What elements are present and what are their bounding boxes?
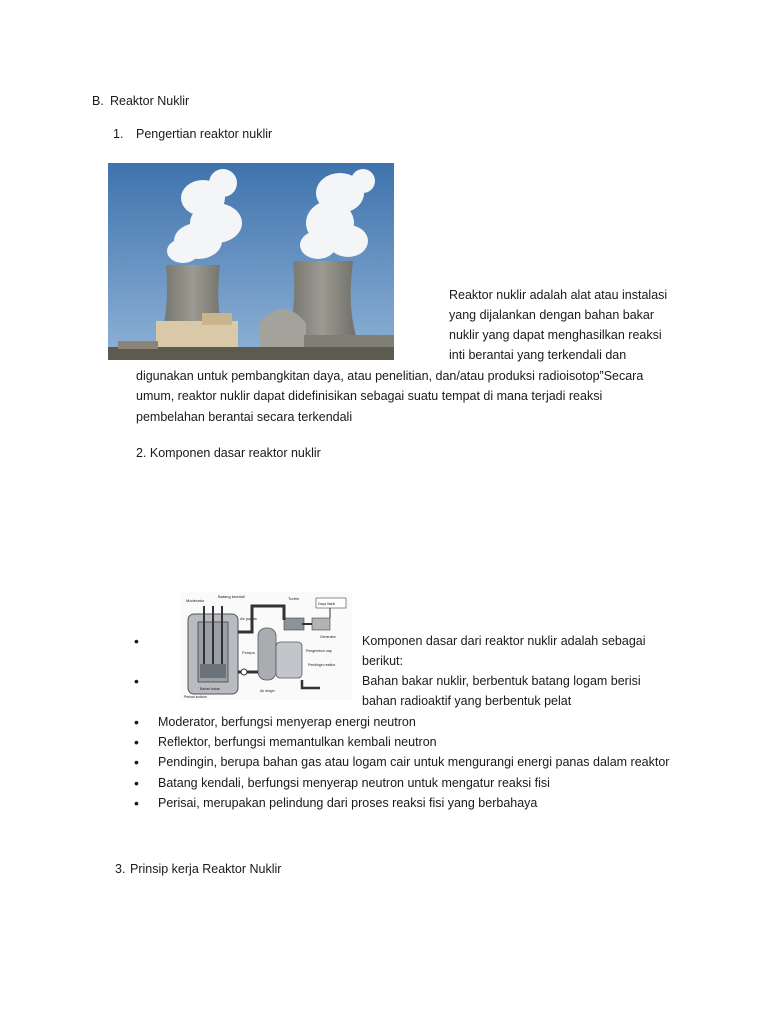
subheading-2-title: 2. Komponen dasar reaktor nuklir <box>136 446 321 460</box>
diagram-label-coolant: Pendingin reaktor <box>308 663 336 667</box>
definition-line: pembelahan berantai secara terkendali <box>136 410 353 424</box>
subheading-1-title: Pengertian reaktor nuklir <box>136 127 273 141</box>
section-marker: B. <box>92 94 104 108</box>
component-item: Moderator, berfungsi menyerap energi neutron <box>158 715 416 729</box>
bullet-icon: • <box>134 714 139 730</box>
component-item: Pendingin, berupa bahan gas atau logam cair untuk mengurangi energi panas dalam reaktor <box>158 755 670 769</box>
bullet-icon: • <box>134 633 139 649</box>
diagram-label-control-rod: Batang kendali <box>218 594 245 599</box>
diagram-label-shield: Perisai sodium <box>184 695 207 699</box>
definition-line: Reaktor nuklir adalah alat atau instalasi <box>449 288 668 302</box>
bullet-icon: • <box>134 673 139 689</box>
component-item: Batang kendali, berfungsi menyerap neutron untuk mengatur reaksi fisi <box>158 776 550 790</box>
diagram-label-condenser: Pengembun uap <box>306 649 332 653</box>
component-intro-line: Komponen dasar dari reaktor nuklir adalah sebagai <box>362 634 646 648</box>
diagram-label-fuel: Bahan bakar <box>200 687 220 691</box>
diagram-label-power: Daya listrik <box>318 602 336 606</box>
definition-line: digunakan untuk pembangkitan daya, atau penelitian, dan/atau produksi radioisotop”Secara <box>136 369 644 383</box>
diagram-label-moderator: Moderator <box>186 598 205 603</box>
bullet-icon: • <box>134 795 139 811</box>
definition-line: nuklir yang dapat menghasilkan reaksi <box>449 328 662 342</box>
subheading-3-title: Prinsip kerja Reaktor Nuklir <box>130 862 282 876</box>
subheading-3-number: 3. <box>115 862 126 876</box>
component-item: Reflektor, berfungsi memantulkan kembali neutron <box>158 735 437 749</box>
component-item: Perisai, merupakan pelindung dari proses reaksi fisi yang berbahaya <box>158 796 538 810</box>
component-intro-line: Bahan bakar nuklir, berbentuk batang logam berisi <box>362 674 641 688</box>
reactor-component-diagram <box>180 592 352 700</box>
diagram-label-pump: Pompa <box>242 650 255 655</box>
definition-line: inti berantai yang terkendali dan <box>449 348 627 362</box>
diagram-label-cold-water: Air dingin <box>260 689 275 693</box>
component-intro-line: bahan radioaktif yang berbentuk pelat <box>362 694 572 708</box>
component-intro-line: berikut: <box>362 654 403 668</box>
definition-line: umum, reaktor nuklir dapat didefinisikan sebagai suatu tempat di mana terjadi reaksi <box>136 389 603 403</box>
bullet-icon: • <box>134 734 139 750</box>
bullet-icon: • <box>134 754 139 770</box>
subheading-1-number: 1. <box>113 127 124 141</box>
bullet-icon: • <box>134 775 139 791</box>
definition-line: yang dijalankan dengan bahan bakar <box>449 308 655 322</box>
diagram-label-hot-water: Air panas <box>240 616 257 621</box>
diagram-label-turbine: Turbin <box>288 596 300 601</box>
section-title: Reaktor Nuklir <box>110 94 190 108</box>
diagram-label-generator: Generator <box>320 635 336 639</box>
nuclear-plant-photo <box>108 163 394 360</box>
